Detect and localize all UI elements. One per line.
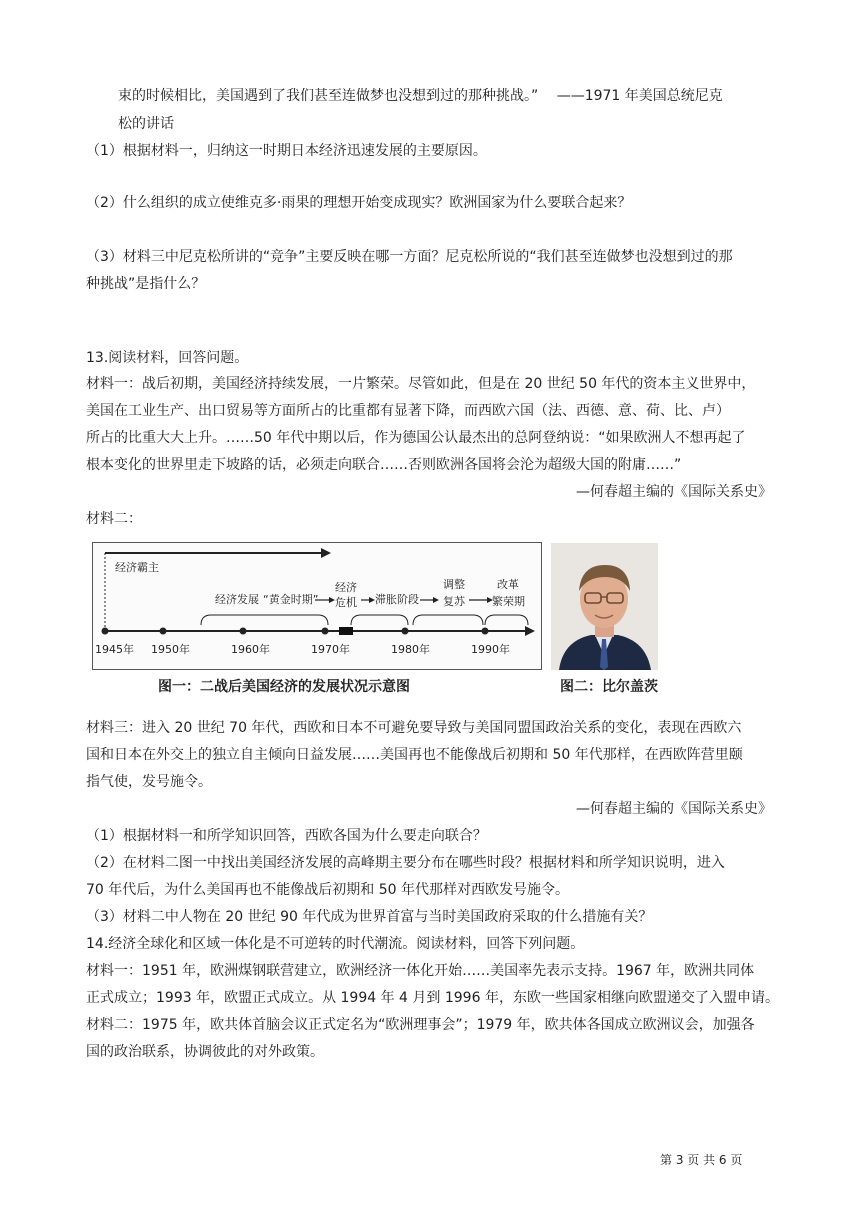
text-line-continued-quote: 束的时候相比，美国遇到了我们甚至连做梦也没想到过的那种挑战。” ——1971 年美国总统尼克 [118, 88, 723, 104]
label-golden-a: 经济发展 [215, 593, 259, 606]
label-adjust-1: 调整 [443, 578, 465, 591]
question-12-2: （2）什么组织的成立使维克多·雨果的理想开始变成现实？欧洲国家为什么要联合起来？ [86, 195, 632, 211]
question-13-2-cont: 70 年代后，为什么美国再也不能像战后初期和 50 年代那样对西欧发号施令。 [86, 882, 569, 898]
crisis-marker [339, 627, 353, 635]
label-crisis-2: 危机 [335, 596, 357, 609]
tick-1990 [482, 628, 489, 635]
tick-1950 [160, 628, 167, 635]
timeline-svg [93, 543, 541, 669]
material-3-line-1: 材料三：进入 20 世纪 70 年代，西欧和日本不可避免要导致与美国同盟国政治关系的变化，表现在西欧六 [86, 720, 742, 736]
caption-figure-2: 图二：比尔盖茨 [560, 679, 658, 695]
material-3-line-3: 指气使，发号施令。 [86, 774, 212, 790]
question-13-title: 13.阅读材料，回答问题。 [86, 350, 249, 366]
material-1-line-3: 所占的比重大大上升。……50 年代中期以后，作为德国公认最杰出的总阿登纳说：“如果欧洲人不想再起了 [86, 430, 746, 446]
tick-1945 [102, 628, 109, 635]
year-label-1950: 1950年 [151, 643, 190, 656]
material-1-line-2: 美国在工业生产、出口贸易等方面所占的比重都有显著下降，而西欧六国（法、西德、意、荷、比、卢） [86, 403, 730, 419]
question-12-3: （3）材料三中尼克松所讲的“竞争”主要反映在哪一方面？尼克松所说的“我们甚至连做梦也没想到过的那 [86, 249, 733, 265]
bracket-golden [201, 615, 328, 625]
page-footer: 第 3 页 共 6 页 [660, 1153, 743, 1167]
label-reform-2: 繁荣期 [492, 595, 525, 608]
caption-figure-1: 图一：二战后美国经济的发展状况示意图 [158, 679, 410, 695]
material-14-2-line-1: 材料二：1975 年，欧共体首脑会议正式定名为“欧洲理事会”；1979 年，欧共体各国成立欧洲议会，加强各 [86, 1017, 755, 1033]
material-14-2-line-2: 国的政治联系，协调彼此的对外政策。 [86, 1044, 324, 1060]
hegemon-arrow-head [321, 548, 331, 558]
question-14-title: 14.经济全球化和区域一体化是不可逆转的时代潮流。阅读材料，回答下列问题。 [86, 936, 585, 952]
bill-gates-portrait [551, 543, 658, 670]
tick-1960 [240, 628, 247, 635]
label-stagnation: 滞胀阶段 [375, 593, 419, 606]
material-3-line-2: 国和日本在外交上的独立自主倾向日益发展……美国再也不能像战后初期和 50 年代那样，在西欧阵营里颐 [86, 747, 743, 763]
year-label-1945: 1945年 [95, 643, 134, 656]
question-13-3: （3）材料二中人物在 20 世纪 90 年代成为世界首富与当时美国政府采取的什么措施有关？ [86, 909, 653, 925]
label-hegemon: 经济霸主 [115, 561, 159, 574]
time-axis-head [525, 626, 535, 636]
material-1-line-4: 根本变化的世界里走下坡路的话，必须走向联合……否则欧洲各国将会沦为超级大国的附庸……” [86, 457, 682, 473]
us-economy-timeline-diagram [92, 542, 542, 670]
question-13-2: （2）在材料二图一中找出美国经济发展的高峰期主要分布在哪些时段？根据材料和所学知识说明，进入 [86, 855, 725, 871]
portrait-svg [551, 543, 658, 670]
question-12-3-cont: 种挑战”是指什么？ [86, 276, 206, 292]
label-golden-b: “黄金时期” [263, 593, 319, 606]
label-adjust-2: 复苏 [443, 595, 465, 608]
material-3-source: —何春超主编的《国际关系史》 [576, 801, 772, 817]
bracket-stagnation [351, 615, 408, 625]
question-13-1: （1）根据材料一和所学知识回答，西欧各国为什么要走向联合？ [86, 828, 487, 844]
bracket-adjust [413, 615, 483, 625]
year-label-1980: 1980年 [391, 643, 430, 656]
material-14-1-line-1: 材料一：1951 年，欧洲煤钢联营建立，欧洲经济一体化开始……美国率先表示支持。1967 年，欧洲共同体 [86, 963, 755, 979]
year-label-1970: 1970年 [311, 643, 350, 656]
year-label-1990: 1990年 [471, 643, 510, 656]
year-label-1960: 1960年 [231, 643, 270, 656]
bracket-reform [485, 615, 528, 625]
material-1-source: —何春超主编的《国际关系史》 [576, 484, 772, 500]
label-reform-1: 改革 [497, 578, 519, 591]
tick-1980 [402, 628, 409, 635]
material-2-label: 材料二： [86, 511, 142, 527]
material-1-line-1: 材料一：战后初期，美国经济持续发展，一片繁荣。尽管如此，但是在 20 世纪 50 年代的资本主义世界中， [86, 376, 756, 392]
text-line-quote-source: 松的讲话 [118, 116, 174, 132]
arrow-stag-adjust-head [433, 597, 439, 603]
tick-1970 [322, 628, 329, 635]
material-14-1-line-2: 正式成立；1993 年，欧盟正式成立。从 1994 年 4 月到 1996 年，东欧一些国家相继向欧盟递交了入盟申请。 [86, 990, 779, 1006]
question-12-1: （1）根据材料一，归纳这一时期日本经济迅速发展的主要原因。 [86, 143, 487, 159]
label-crisis-1: 经济 [335, 581, 357, 594]
